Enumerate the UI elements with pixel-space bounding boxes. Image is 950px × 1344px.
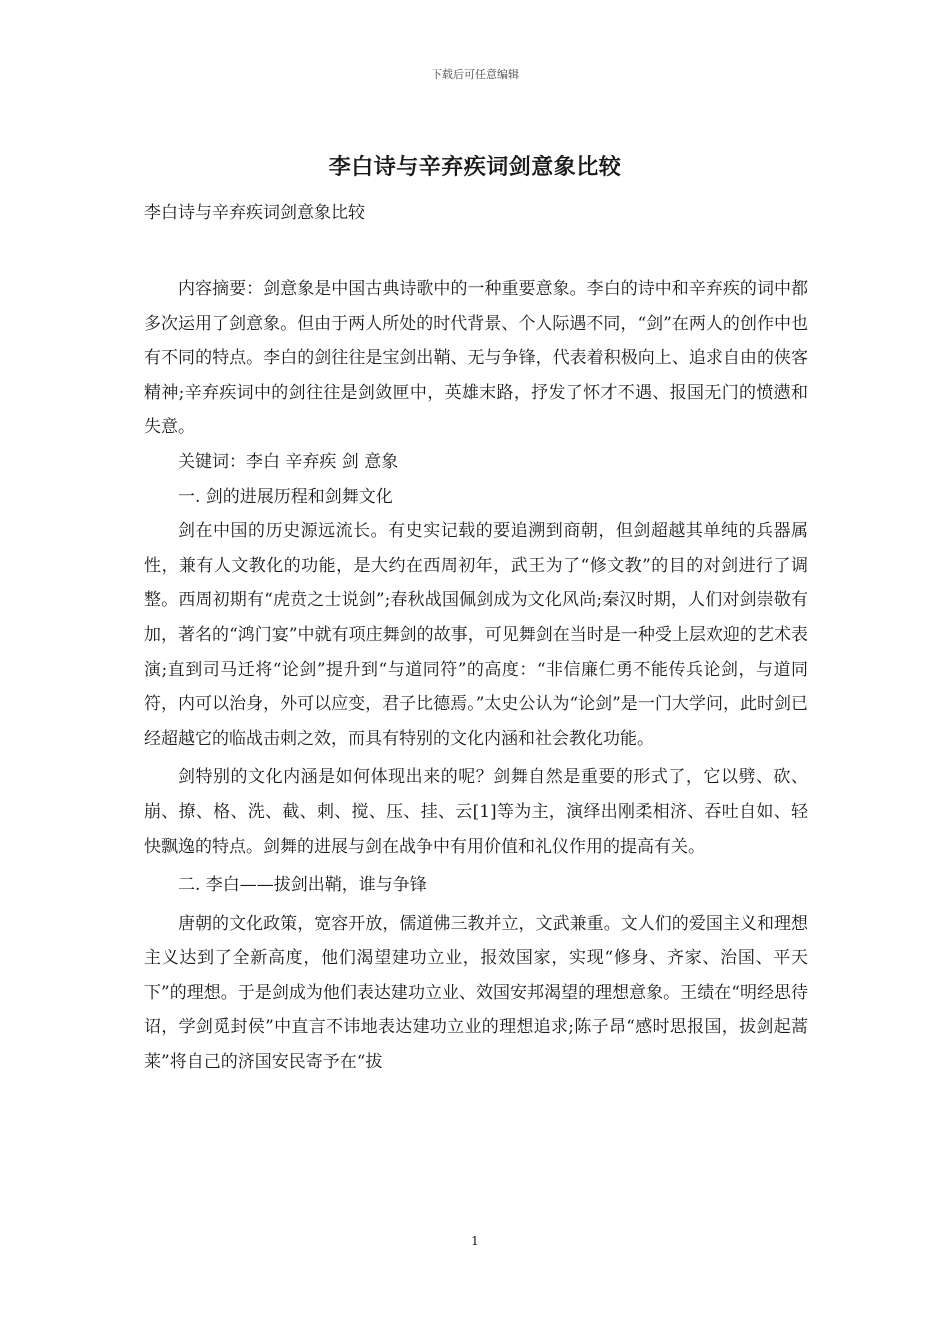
- page-number: 1: [471, 1234, 479, 1248]
- body-paragraph: 剑在中国的历史源远流长。有史实记载的要追溯到商朝，但剑超越其单纯的兵器属性，兼有人文教化的功能，是大约在西周初年，武王为了“修文教”的目的对剑进行了调整。西周初期有“虎贲之士说剑”;春秋战国佩剑成为文化风尚;秦汉时期，人们对剑崇敬有加，著名的“鸿门宴”中就有项庄舞剑的故事，可见舞剑在当时是一种受上层欢迎的艺术表演;直到司马迁将“论剑”提升到“与道同符”的高度：“非信廉仁勇不能传兵论剑，与道同符，内可以治身，外可以应变，君子比德焉。”太史公认为“论剑”是一门大学问，此时剑已经超越它的临战击刺之效，而具有特别的文化内涵和社会教化功能。: [144, 521, 808, 749]
- body-paragraph: 剑特别的文化内涵是如何体现出来的呢？剑舞自然是重要的形式了，它以劈、砍、崩、撩、格、洗、截、刺、搅、压、挂、云[1]等为主，演绎出刚柔相济、吞吐自如、轻快飘逸的特点。剑舞的进展与剑在战争中有用价值和礼仪作用的提高有关。: [144, 767, 808, 857]
- section-heading-1: 一. 剑的进展历程和剑舞文化: [178, 486, 393, 507]
- document-body: [144, 272, 808, 1080]
- header-note: 下载后可任意编辑: [431, 68, 519, 81]
- document-subtitle: 李白诗与辛弃疾词剑意象比较: [144, 203, 365, 223]
- keywords-line: 关键词：李白 辛弃疾 剑 意象: [178, 451, 399, 472]
- body-paragraph: 唐朝的文化政策，宽容开放，儒道佛三教并立，文武兼重。文人们的爱国主义和理想主义达到了全新高度，他们渴望建功立业，报效国家，实现“修身、齐家、治国、平天下”的理想。于是剑成为他们表达建功立业、效国安邦渴望的理想意象。王绩在“明经思待诏，学剑觅封侯”中直言不讳地表达建功立业的理想追求;陈子昂“感时思报国，拔剑起蒿莱”将自己的济国安民寄予在“拔: [144, 913, 808, 1073]
- document-title: 李白诗与辛弃疾词剑意象比较: [328, 154, 622, 180]
- abstract-paragraph: 内容摘要：剑意象是中国古典诗歌中的一种重要意象。李白的诗中和辛弃疾的词中都多次运用了剑意象。但由于两人所处的时代背景、个人际遇不同，“剑”在两人的创作中也有不同的特点。李白的剑往往是宝剑出鞘、无与争锋，代表着积极向上、追求自由的侠客精神;辛弃疾词中的剑往往是剑敛匣中，英雄末路，抒发了怀才不遇、报国无门的愤懑和失意。: [144, 279, 808, 438]
- section-heading-2: 二. 李白——拔剑出鞘，谁与争锋: [178, 875, 427, 896]
